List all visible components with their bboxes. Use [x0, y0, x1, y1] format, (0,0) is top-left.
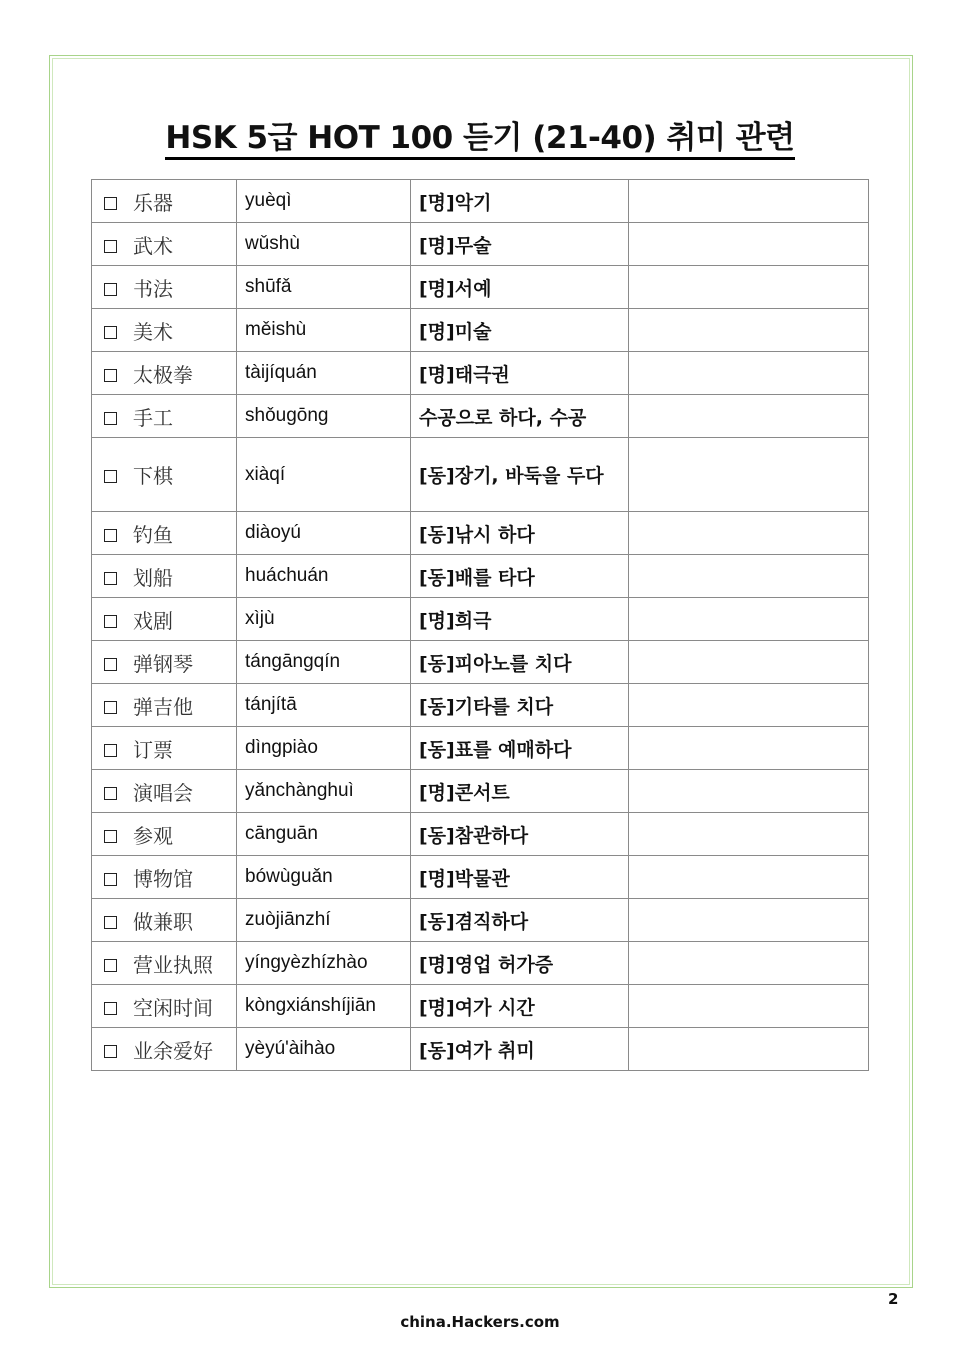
hanzi-cell	[92, 1028, 237, 1071]
footer-site: china.Hackers.com	[400, 1313, 560, 1331]
pinyin-cell: yèyú'àihào	[237, 1028, 411, 1071]
hanzi-cell	[92, 598, 237, 641]
checkbox-icon[interactable]	[104, 658, 117, 671]
meaning-cell: [명]미술	[411, 309, 629, 352]
checkbox-icon[interactable]	[104, 959, 117, 972]
table-row	[92, 512, 869, 555]
pinyin-cell: huáchuán	[237, 555, 411, 598]
hanzi-text: 武术	[133, 233, 173, 258]
table-row	[92, 395, 869, 438]
note-cell[interactable]	[629, 942, 869, 985]
note-cell[interactable]	[629, 438, 869, 512]
meaning-cell: [명]희극	[411, 598, 629, 641]
pinyin-cell: měishù	[237, 309, 411, 352]
hanzi-text: 演唱会	[133, 780, 193, 805]
note-cell[interactable]	[629, 985, 869, 1028]
checkbox-icon[interactable]	[104, 1045, 117, 1058]
note-cell[interactable]	[629, 684, 869, 727]
meaning-cell: [명]콘서트	[411, 770, 629, 813]
note-cell[interactable]	[629, 813, 869, 856]
page-title-text: HSK 5급 HOT 100 듣기 (21-40) 취미 관련	[165, 120, 794, 160]
meaning-cell: [명]영업 허가증	[411, 942, 629, 985]
pinyin-cell: yuèqì	[237, 180, 411, 223]
note-cell[interactable]	[629, 727, 869, 770]
hanzi-text: 手工	[133, 405, 173, 430]
pinyin-cell: shūfǎ	[237, 266, 411, 309]
checkbox-icon[interactable]	[104, 572, 117, 585]
checkbox-icon[interactable]	[104, 283, 117, 296]
hanzi-text: 参观	[133, 823, 173, 848]
meaning-cell: [동]배를 타다	[411, 555, 629, 598]
hanzi-cell	[92, 942, 237, 985]
pinyin-cell: yíngyèzhízhào	[237, 942, 411, 985]
note-cell[interactable]	[629, 309, 869, 352]
note-cell[interactable]	[629, 856, 869, 899]
note-cell[interactable]	[629, 266, 869, 309]
note-cell[interactable]	[629, 641, 869, 684]
pinyin-cell: bówùguǎn	[237, 856, 411, 899]
vocabulary-table	[91, 179, 869, 1071]
hanzi-cell	[92, 438, 237, 512]
checkbox-icon[interactable]	[104, 615, 117, 628]
hanzi-cell	[92, 395, 237, 438]
meaning-cell: [동]기타를 치다	[411, 684, 629, 727]
note-cell[interactable]	[629, 899, 869, 942]
hanzi-text: 业余爱好	[133, 1038, 213, 1063]
hanzi-cell	[92, 684, 237, 727]
pinyin-cell: zuòjiānzhí	[237, 899, 411, 942]
hanzi-cell	[92, 813, 237, 856]
page-number: 2	[888, 1290, 899, 1308]
meaning-cell: [명]무술	[411, 223, 629, 266]
checkbox-icon[interactable]	[104, 240, 117, 253]
meaning-cell: [동]피아노를 치다	[411, 641, 629, 684]
hanzi-cell	[92, 223, 237, 266]
checkbox-icon[interactable]	[104, 873, 117, 886]
meaning-cell: [동]참관하다	[411, 813, 629, 856]
hanzi-cell	[92, 985, 237, 1028]
pinyin-cell: tángāngqín	[237, 641, 411, 684]
note-cell[interactable]	[629, 352, 869, 395]
table-row	[92, 180, 869, 223]
note-cell[interactable]	[629, 598, 869, 641]
hanzi-cell	[92, 727, 237, 770]
table-row	[92, 856, 869, 899]
hanzi-text: 戏剧	[133, 608, 173, 633]
meaning-cell: [명]서예	[411, 266, 629, 309]
pinyin-cell: tánjítā	[237, 684, 411, 727]
hanzi-cell	[92, 266, 237, 309]
checkbox-icon[interactable]	[104, 787, 117, 800]
hanzi-text: 弹吉他	[133, 694, 193, 719]
hanzi-text: 太极拳	[133, 362, 193, 387]
table-row	[92, 309, 869, 352]
pinyin-cell: dìngpiào	[237, 727, 411, 770]
hanzi-text: 营业执照	[133, 952, 213, 977]
table-row	[92, 266, 869, 309]
table-row	[92, 598, 869, 641]
table-row	[92, 684, 869, 727]
checkbox-icon[interactable]	[104, 830, 117, 843]
hanzi-cell	[92, 856, 237, 899]
hanzi-text: 划船	[133, 565, 173, 590]
meaning-cell: [명]악기	[411, 180, 629, 223]
pinyin-cell: tàijíquán	[237, 352, 411, 395]
table-row	[92, 352, 869, 395]
hanzi-text: 订票	[133, 737, 173, 762]
hanzi-cell	[92, 770, 237, 813]
checkbox-icon[interactable]	[104, 1002, 117, 1015]
hanzi-cell	[92, 555, 237, 598]
note-cell[interactable]	[629, 1028, 869, 1071]
table-row	[92, 942, 869, 985]
table-row	[92, 1028, 869, 1071]
checkbox-icon[interactable]	[104, 701, 117, 714]
pinyin-cell: wǔshù	[237, 223, 411, 266]
hanzi-text: 美术	[133, 319, 173, 344]
meaning-cell: [명]태극권	[411, 352, 629, 395]
table-row	[92, 770, 869, 813]
pinyin-cell: xiàqí	[237, 438, 411, 512]
hanzi-text: 下棋	[133, 464, 173, 488]
meaning-cell: [동]표를 예매하다	[411, 727, 629, 770]
meaning-cell: 수공으로 하다, 수공	[411, 395, 629, 438]
hanzi-text: 书法	[133, 276, 173, 301]
hanzi-text: 空闲时间	[133, 995, 213, 1020]
pinyin-cell: shǒugōng	[237, 395, 411, 438]
note-cell[interactable]	[629, 512, 869, 555]
hanzi-text: 钓鱼	[133, 522, 173, 547]
note-cell[interactable]	[629, 180, 869, 223]
hanzi-text: 做兼职	[133, 909, 193, 934]
hanzi-cell	[92, 309, 237, 352]
hanzi-text: 弹钢琴	[133, 651, 193, 676]
table-row	[92, 641, 869, 684]
table-row	[92, 223, 869, 266]
checkbox-icon[interactable]	[104, 916, 117, 929]
hanzi-cell	[92, 641, 237, 684]
meaning-cell: [동]여가 취미	[411, 1028, 629, 1071]
note-cell[interactable]	[629, 770, 869, 813]
table-row	[92, 813, 869, 856]
table-row	[92, 555, 869, 598]
pinyin-cell: kòngxiánshíjiān	[237, 985, 411, 1028]
meaning-cell: [동]장기, 바둑을 두다	[411, 438, 629, 512]
checkbox-icon[interactable]	[104, 412, 117, 425]
pinyin-cell: cānguān	[237, 813, 411, 856]
hanzi-cell	[92, 180, 237, 223]
checkbox-icon[interactable]	[104, 197, 117, 210]
pinyin-cell: diàoyú	[237, 512, 411, 555]
meaning-cell: [동]낚시 하다	[411, 512, 629, 555]
note-cell[interactable]	[629, 555, 869, 598]
checkbox-icon[interactable]	[104, 470, 117, 483]
note-cell[interactable]	[629, 395, 869, 438]
meaning-cell: [명]박물관	[411, 856, 629, 899]
checkbox-icon[interactable]	[104, 369, 117, 382]
checkbox-icon[interactable]	[104, 529, 117, 542]
pinyin-cell: yǎnchànghuì	[237, 770, 411, 813]
hanzi-cell	[92, 352, 237, 395]
checkbox-icon[interactable]	[104, 326, 117, 339]
hanzi-text: 博物馆	[133, 866, 193, 891]
meaning-cell: [명]여가 시간	[411, 985, 629, 1028]
pinyin-cell: xìjù	[237, 598, 411, 641]
hanzi-cell	[92, 899, 237, 942]
meaning-cell: [동]겸직하다	[411, 899, 629, 942]
table-row	[92, 899, 869, 942]
table-row	[92, 985, 869, 1028]
hanzi-cell	[92, 512, 237, 555]
table-row	[92, 438, 869, 512]
table-row	[92, 727, 869, 770]
checkbox-icon[interactable]	[104, 744, 117, 757]
page-title	[0, 112, 960, 157]
hanzi-text: 乐器	[133, 190, 173, 215]
note-cell[interactable]	[629, 223, 869, 266]
